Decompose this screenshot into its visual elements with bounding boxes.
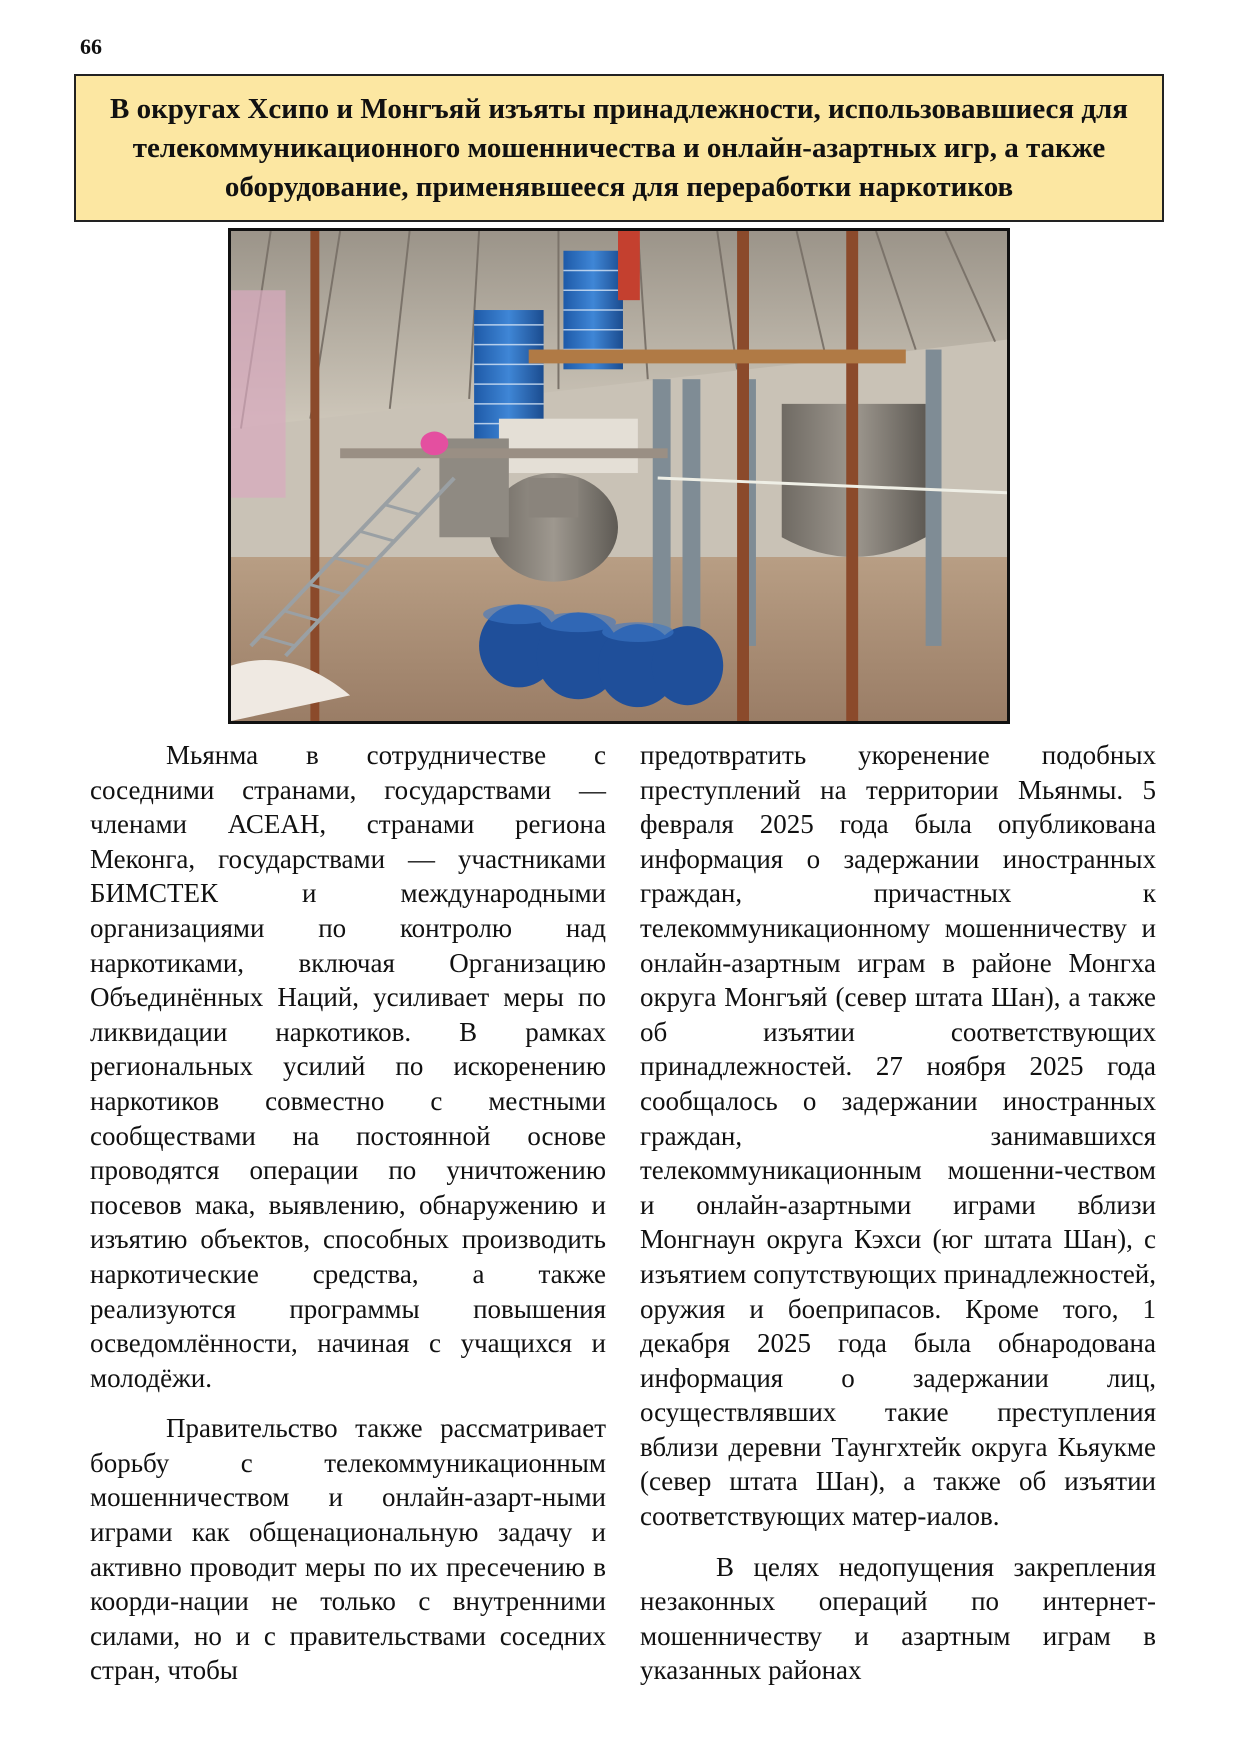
left-paragraph-1: Мьянма в сотрудничестве с соседними странами, государствами — членами АСЕАН, странами региона Меконга, государствами — участниками БИМСТЕК и международными организациями по контролю над наркотиками, включая Организацию Объединённых Наций, усиливает меры по ликвидации наркотиков. В рамках региональных усилий по искоренению наркотиков совместно с местными сообществами на постоянной основе проводятся операции по уничтожению посевов мака, выявлению, обнаружению и изъятию объектов, способных производить наркотические средства, а также реализуются программы повышения осведомлённости, начиная с учащихся и молодёжи. [90, 740, 606, 1393]
left-paragraph-2: Правительство также рассматривает борьбу с телекоммуникационным мошенничеством и онлайн-азарт-ными играми как общенациональную задачу и активно проводит меры по их пресечению в коорди-нации не только с внутренними силами, но и с правительствами соседних стран, чтобы [90, 1413, 606, 1686]
headline-box [74, 74, 1164, 222]
factory-image [231, 231, 1007, 721]
seized-equipment-photo [228, 228, 1010, 724]
right-paragraph-2: В целях недопущения закрепления незаконных операций по интернет-мошенничеству и азартным играм в указанных районах [640, 1551, 1156, 1686]
right-paragraph-1: предотвратить укоренение подобных преступлений на территории Мьянмы. 5 февраля 2025 года была опубликована информация о задержании иностранных граждан, причастных к телекоммуникационному мошенничеству и онлайн-азартным играм в районе Монгха округа Монгъяй (север штата Шан), а также об изъятии соответствующих принадлежностей. 27 ноября 2025 года сообщалось о задержании иностранных граждан, занимавшихся телекоммуникационным мошенни-чеством и онлайн-азартными играми вблизи Монгнаун округа Кэхси (юг штата Шан), с изъятием сопутствующих принадлежностей, оружия и боеприпасов. Кроме того, 1 декабря 2025 года была обнародована информация о задержании лиц, осуществлявших такие преступления вблизи деревни Таунгхтейк округа Кьяукме (север штата Шан), а также об изъятии соответствующих матер-иалов. [640, 740, 1156, 1532]
left-column [90, 738, 606, 1688]
right-column [640, 738, 1156, 1688]
headline: В округах Хсипо и Монгъяй изъяты принадлежности, использовавшиеся для телекоммуникационного мошенничества и онлайн-азартных игр, а также оборудование, применявшееся для переработки наркотиков [109, 92, 1129, 203]
page-number: 66 [80, 34, 102, 59]
